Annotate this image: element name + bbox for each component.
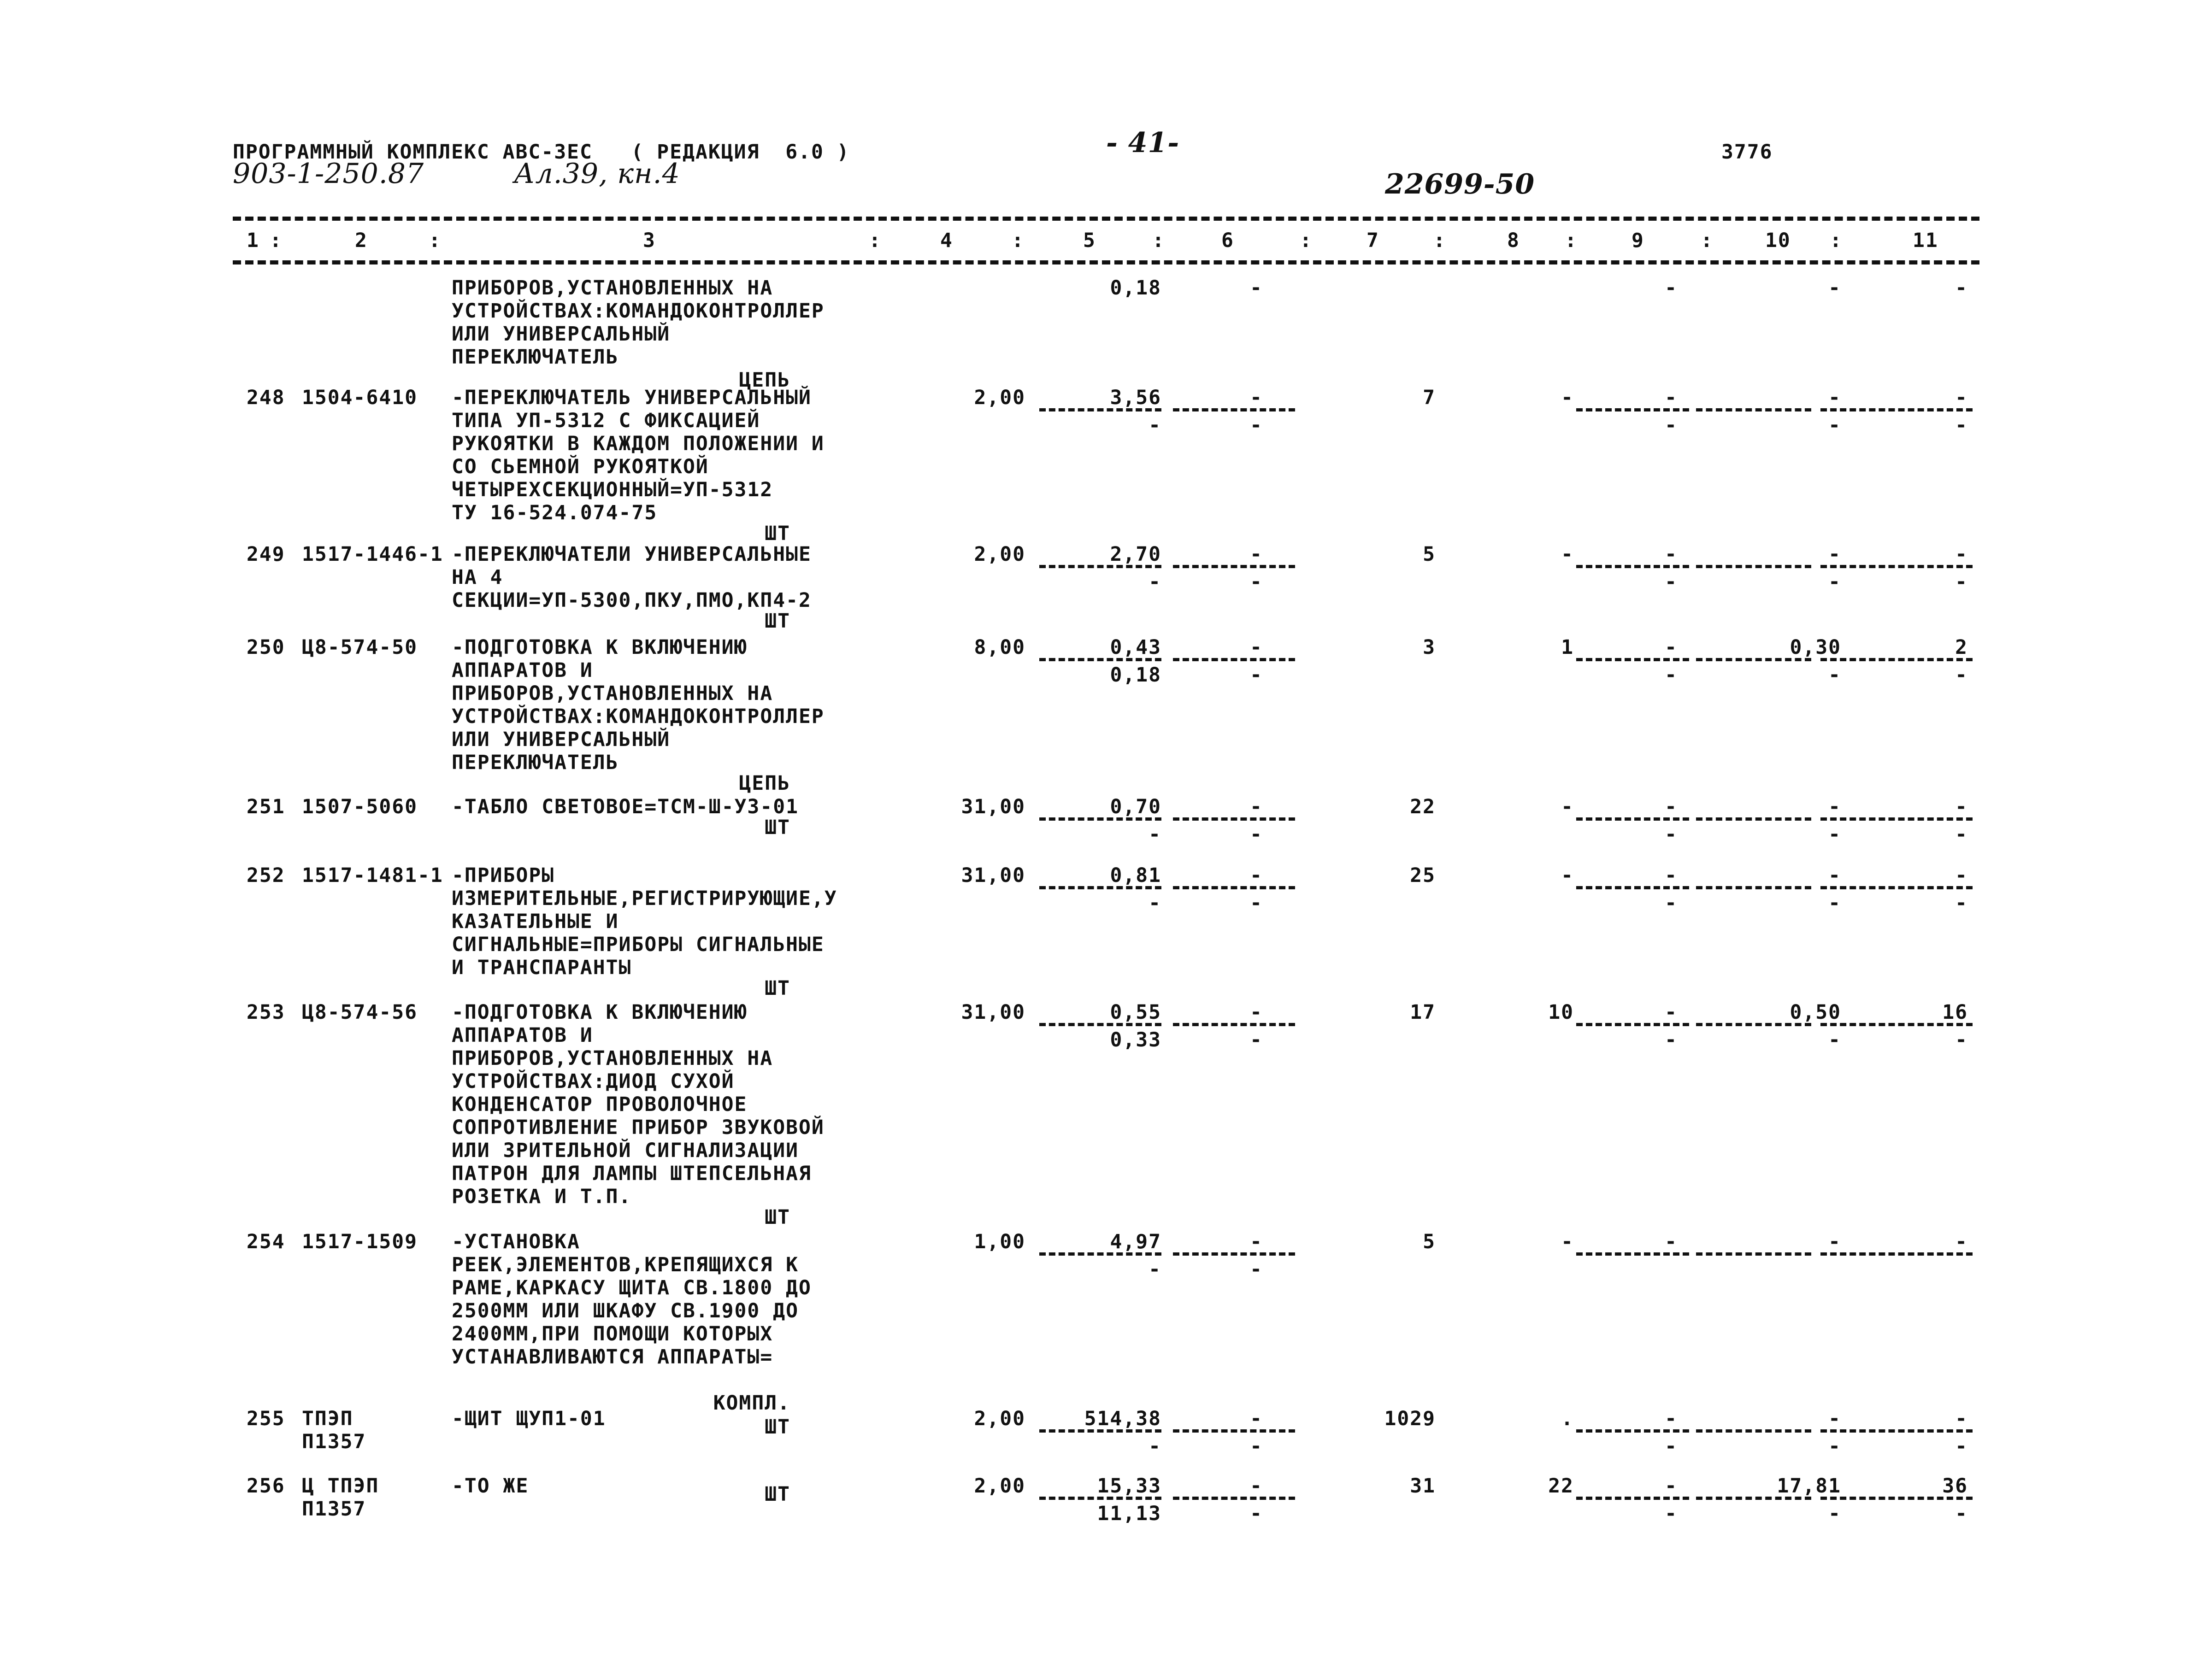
- cell-rule: [1696, 565, 1811, 568]
- item-description-line: УСТАНАВЛИВАЮТСЯ АППАРАТЫ=: [452, 1345, 773, 1369]
- col-7-value: 3: [1423, 636, 1436, 659]
- item-description-line: РАМЕ,КАРКАСУ ЩИТА СВ.1800 ДО: [452, 1276, 812, 1299]
- item-code: 1504-6410: [302, 386, 418, 409]
- col-11-secondary: -: [1955, 570, 1968, 593]
- col-7-value: 7: [1423, 386, 1436, 409]
- cell-rule: [1820, 658, 1973, 661]
- col-8-value: 22: [1548, 1474, 1574, 1498]
- unit-of-measure: ШТ: [765, 977, 790, 1000]
- item-description-line: СЕКЦИИ=УП-5300,ПКУ,ПМО,КП4-2: [452, 589, 812, 612]
- column-header-cell: :: [270, 229, 283, 252]
- col-11-secondary: -: [1955, 414, 1968, 437]
- col-6-secondary: -: [1250, 892, 1263, 915]
- col-10-secondary: -: [1828, 414, 1841, 437]
- cell-rule: [1576, 1023, 1689, 1026]
- column-header-cell: 1: [247, 229, 259, 252]
- column-header-cell: :: [1433, 229, 1446, 252]
- cell-rule: [1696, 817, 1811, 821]
- item-description-line: ИЗМЕРИТЕЛЬНЫЕ,РЕГИСТРИРУЮЩИЕ,У: [452, 887, 837, 910]
- item-description-line: СИГНАЛЬНЫЕ=ПРИБОРЫ СИГНАЛЬНЫЕ: [452, 933, 825, 956]
- col-8-value: -: [1561, 543, 1574, 566]
- cell-rule: [1576, 1497, 1689, 1500]
- cell-rule: [1039, 1497, 1161, 1500]
- col-10-value: -: [1828, 386, 1841, 409]
- col-6-value: -: [1250, 276, 1263, 300]
- item-description-line: УСТРОЙСТВАХ:ДИОД СУХОЙ: [452, 1070, 735, 1093]
- unit-cost: 2,70: [1110, 543, 1161, 566]
- col-10-value: -: [1828, 1407, 1841, 1430]
- col-9-value: -: [1665, 1230, 1678, 1253]
- item-description-line: АППАРАТОВ И: [452, 659, 593, 682]
- col-10-value: -: [1828, 795, 1841, 818]
- unit-cost: 3,56: [1110, 386, 1161, 409]
- column-header-cell: 5: [1083, 229, 1096, 252]
- col-6-value: -: [1250, 795, 1263, 818]
- item-description-line: ПЕРЕКЛЮЧАТЕЛЬ: [452, 346, 619, 369]
- col-8-value: 1: [1561, 636, 1574, 659]
- cell-rule: [1173, 1023, 1295, 1026]
- col-6-secondary: -: [1250, 1028, 1263, 1051]
- item-code: Ц8-574-50: [302, 636, 418, 659]
- quantity: 2,00: [974, 386, 1025, 409]
- item-code: 1517-1446-1: [302, 543, 443, 566]
- col-10-value: -: [1828, 864, 1841, 887]
- column-header-cell: :: [1012, 229, 1025, 252]
- cell-rule: [1820, 1252, 1973, 1256]
- cell-rule: [1039, 886, 1161, 889]
- col-9-value: -: [1665, 1407, 1678, 1430]
- cell-rule: [1173, 1252, 1295, 1256]
- col-6-value: -: [1250, 1230, 1263, 1253]
- quantity: 2,00: [974, 1474, 1025, 1498]
- col-7-value: 1029: [1384, 1407, 1436, 1430]
- item-description-line: КОНДЕНСАТОР ПРОВОЛОЧНОЕ: [452, 1093, 748, 1116]
- col-11-secondary: -: [1955, 892, 1968, 915]
- col-11-secondary: -: [1955, 664, 1968, 687]
- quantity: 31,00: [961, 864, 1025, 887]
- unit-of-measure: ЦЕПЬ: [739, 369, 790, 392]
- col-11-value: -: [1955, 1407, 1968, 1430]
- item-code: П1357: [302, 1430, 366, 1453]
- item-description-line: -ТО ЖЕ: [452, 1474, 529, 1498]
- item-description-line: ИЛИ ЗРИТЕЛЬНОЙ СИГНАЛИЗАЦИИ: [452, 1139, 799, 1162]
- col-11-value: 36: [1942, 1474, 1968, 1498]
- item-description-line: -ЩИТ ЩУП1-01: [452, 1407, 606, 1430]
- col-10-secondary: -: [1828, 664, 1841, 687]
- unit-of-measure: ШТ: [765, 522, 790, 545]
- table-header-rule: [233, 260, 1979, 264]
- col-11-secondary: -: [1955, 1435, 1968, 1458]
- unit-cost-secondary: 0,18: [1110, 664, 1161, 687]
- col-11-secondary: -: [1955, 823, 1968, 846]
- column-header-cell: 6: [1221, 229, 1234, 252]
- cell-rule: [1696, 1252, 1811, 1256]
- column-header-cell: 11: [1913, 229, 1938, 252]
- col-6-secondary: -: [1250, 1502, 1263, 1525]
- item-description-line: СОПРОТИВЛЕНИЕ ПРИБОР ЗВУКОВОЙ: [452, 1116, 825, 1139]
- col-7-value: 5: [1423, 1230, 1436, 1253]
- cell-rule: [1820, 565, 1973, 568]
- cell-rule: [1173, 408, 1295, 411]
- cell-rule: [1173, 1497, 1295, 1500]
- col-7-value: 31: [1410, 1474, 1436, 1498]
- item-description-line: СО СЬЕМНОЙ РУКОЯТКОЙ: [452, 455, 709, 478]
- col-6-value: -: [1250, 1001, 1263, 1024]
- col-9-value: -: [1665, 864, 1678, 887]
- item-code: 1517-1509: [302, 1230, 418, 1253]
- program-title: ПРОГРАММНЫЙ КОМПЛЕКС АВС-3ЕС ( РЕДАКЦИЯ 6.0 ): [233, 141, 850, 164]
- col-7-value: 17: [1410, 1001, 1436, 1024]
- row-number: 255: [247, 1407, 285, 1430]
- col-6-value: -: [1250, 1474, 1263, 1498]
- cell-rule: [1039, 1252, 1161, 1256]
- row-number: 254: [247, 1230, 285, 1253]
- column-header-cell: :: [1565, 229, 1578, 252]
- unit-of-measure: ШТ: [765, 1483, 790, 1506]
- col-11-value: -: [1955, 543, 1968, 566]
- col-10-secondary: -: [1828, 1028, 1841, 1051]
- cell-rule: [1696, 1429, 1811, 1433]
- cell-rule: [1173, 817, 1295, 821]
- unit-of-measure: ШТ: [765, 1416, 790, 1439]
- unit-cost: 0,70: [1110, 795, 1161, 818]
- col-8-value: 10: [1548, 1001, 1574, 1024]
- column-header-cell: 2: [355, 229, 368, 252]
- unit-cost: 514,38: [1084, 1407, 1161, 1430]
- quantity: 1,00: [974, 1230, 1025, 1253]
- unit-cost: 0,55: [1110, 1001, 1161, 1024]
- col-9-value: -: [1665, 636, 1678, 659]
- col-10-secondary: -: [1828, 570, 1841, 593]
- unit-cost: 0,18: [1110, 276, 1161, 300]
- row-number: 251: [247, 795, 285, 818]
- cell-rule: [1696, 1497, 1811, 1500]
- col-9-secondary: -: [1665, 664, 1678, 687]
- column-header-cell: :: [429, 229, 442, 252]
- unit-of-measure: ЦЕПЬ: [739, 772, 790, 795]
- row-number: 248: [247, 386, 285, 409]
- cell-rule: [1576, 817, 1689, 821]
- col-6-secondary: -: [1250, 570, 1263, 593]
- item-description-line: УСТРОЙСТВАХ:КОМАНДОКОНТРОЛЛЕР: [452, 300, 825, 323]
- cell-rule: [1820, 886, 1973, 889]
- project-number: 903-1-250.87: [233, 158, 424, 190]
- col-6-value: -: [1250, 543, 1263, 566]
- item-code: 1507-5060: [302, 795, 418, 818]
- cell-rule: [1696, 658, 1811, 661]
- cell-rule: [1820, 1023, 1973, 1026]
- col-9-value: -: [1665, 386, 1678, 409]
- item-description-line: -ПОДГОТОВКА К ВКЛЮЧЕНИЮ: [452, 636, 748, 659]
- cell-rule: [1696, 886, 1811, 889]
- item-code: П1357: [302, 1498, 366, 1521]
- column-header-cell: 9: [1632, 229, 1644, 252]
- col-6-value: -: [1250, 636, 1263, 659]
- item-description-line: И ТРАНСПАРАНТЫ: [452, 956, 632, 979]
- unit-cost-secondary: -: [1149, 570, 1161, 593]
- cell-rule: [1820, 408, 1973, 411]
- col-9-secondary: -: [1665, 1435, 1678, 1458]
- quantity: 2,00: [974, 543, 1025, 566]
- unit-of-measure: ШТ: [765, 610, 790, 633]
- col-6-secondary: -: [1250, 823, 1263, 846]
- cell-rule: [1039, 1429, 1161, 1433]
- item-description-line: КАЗАТЕЛЬНЫЕ И: [452, 910, 619, 933]
- item-description-line: -ПЕРЕКЛЮЧАТЕЛЬ УНИВЕРСАЛЬНЫЙ: [452, 386, 812, 409]
- cell-rule: [1576, 886, 1689, 889]
- cell-rule: [1173, 565, 1295, 568]
- col-9-value: -: [1665, 1474, 1678, 1498]
- item-description-line: -ПОДГОТОВКА К ВКЛЮЧЕНИЮ: [452, 1001, 748, 1024]
- item-description-line: ПАТРОН ДЛЯ ЛАМПЫ ШТЕПСЕЛЬНАЯ: [452, 1162, 812, 1185]
- col-10-value: 17,81: [1777, 1474, 1841, 1498]
- cell-rule: [1576, 1252, 1689, 1256]
- item-code: 1517-1481-1: [302, 864, 443, 887]
- cell-rule: [1696, 408, 1811, 411]
- col-11-value: -: [1955, 1230, 1968, 1253]
- unit-cost: 0,43: [1110, 636, 1161, 659]
- unit-cost-secondary: -: [1149, 823, 1161, 846]
- col-6-value: -: [1250, 386, 1263, 409]
- column-header-cell: 4: [940, 229, 953, 252]
- col-9-value: -: [1665, 1001, 1678, 1024]
- page-number: - 41-: [1106, 127, 1180, 159]
- item-description-line: ПЕРЕКЛЮЧАТЕЛЬ: [452, 751, 619, 774]
- item-description-line: 2400ММ,ПРИ ПОМОЩИ КОТОРЫХ: [452, 1322, 773, 1345]
- col-6-secondary: -: [1250, 414, 1263, 437]
- item-code: ТПЭП: [302, 1407, 353, 1430]
- col-11-value: -: [1955, 386, 1968, 409]
- column-header-cell: 8: [1507, 229, 1520, 252]
- cell-rule: [1173, 1429, 1295, 1433]
- col-10-secondary: -: [1828, 1435, 1841, 1458]
- col-10-value: -: [1828, 543, 1841, 566]
- col-11-secondary: -: [1955, 1502, 1968, 1525]
- item-description-line: ИЛИ УНИВЕРСАЛЬНЫЙ: [452, 728, 671, 751]
- column-header-cell: 7: [1366, 229, 1379, 252]
- cell-rule: [1039, 658, 1161, 661]
- cell-rule: [1576, 1429, 1689, 1433]
- quantity: 31,00: [961, 795, 1025, 818]
- item-description-line: ИЛИ УНИВЕРСАЛЬНЫЙ: [452, 323, 671, 346]
- row-number: 253: [247, 1001, 285, 1024]
- unit-cost-secondary: -: [1149, 1258, 1161, 1281]
- unit-of-measure: КОМПЛ.: [713, 1392, 790, 1415]
- row-number: 250: [247, 636, 285, 659]
- cell-rule: [1173, 886, 1295, 889]
- cell-rule: [1576, 408, 1689, 411]
- col-9-secondary: -: [1665, 414, 1678, 437]
- col-9-secondary: -: [1665, 1028, 1678, 1051]
- item-description-line: -ТАБЛО СВЕТОВОЕ=ТСМ-Ш-У3-01: [452, 795, 799, 818]
- sheet-code: 3776: [1721, 141, 1773, 164]
- item-description-line: -УСТАНОВКА: [452, 1230, 580, 1253]
- col-10-secondary: -: [1828, 823, 1841, 846]
- row-number: 249: [247, 543, 285, 566]
- unit-cost: 15,33: [1097, 1474, 1161, 1498]
- item-description-line: РУКОЯТКИ В КАЖДОМ ПОЛОЖЕНИИ И: [452, 432, 825, 455]
- col-9-value: -: [1665, 276, 1678, 300]
- col-11-value: -: [1955, 795, 1968, 818]
- col-8-value: -: [1561, 1230, 1574, 1253]
- item-code: Ц ТПЭП: [302, 1474, 379, 1498]
- unit-of-measure: ШТ: [765, 1206, 790, 1229]
- item-description-line: ЧЕТЫРЕХСЕКЦИОННЫЙ=УП-5312: [452, 478, 773, 501]
- col-6-value: -: [1250, 1407, 1263, 1430]
- col-10-secondary: -: [1828, 1502, 1841, 1525]
- col-10-value: 0,50: [1790, 1001, 1841, 1024]
- row-number: 256: [247, 1474, 285, 1498]
- col-10-value: 0,30: [1790, 636, 1841, 659]
- column-header-cell: 3: [643, 229, 656, 252]
- col-6-secondary: -: [1250, 1258, 1263, 1281]
- col-8-value: -: [1561, 795, 1574, 818]
- item-code: Ц8-574-56: [302, 1001, 418, 1024]
- item-description-line: НА 4: [452, 566, 503, 589]
- item-description-line: 2500ММ ИЛИ ШКАФУ СВ.1900 ДО: [452, 1299, 799, 1322]
- col-8-value: .: [1561, 1407, 1574, 1430]
- item-description-line: ПРИБОРОВ,УСТАНОВЛЕННЫХ НА: [452, 276, 773, 300]
- col-9-value: -: [1665, 795, 1678, 818]
- quantity: 2,00: [974, 1407, 1025, 1430]
- unit-cost-secondary: 11,13: [1097, 1502, 1161, 1525]
- col-7-value: 22: [1410, 795, 1436, 818]
- col-11-value: -: [1955, 276, 1968, 300]
- unit-cost-secondary: 0,33: [1110, 1028, 1161, 1051]
- col-11-secondary: -: [1955, 1028, 1968, 1051]
- col-10-value: -: [1828, 276, 1841, 300]
- col-10-value: -: [1828, 1230, 1841, 1253]
- col-9-secondary: -: [1665, 823, 1678, 846]
- col-6-value: -: [1250, 864, 1263, 887]
- item-description-line: ТИПА УП-5312 С ФИКСАЦИЕЙ: [452, 409, 760, 432]
- unit-cost-secondary: -: [1149, 892, 1161, 915]
- col-8-value: -: [1561, 864, 1574, 887]
- col-9-secondary: -: [1665, 1502, 1678, 1525]
- cell-rule: [1820, 1429, 1973, 1433]
- row-number: 252: [247, 864, 285, 887]
- cell-rule: [1576, 658, 1689, 661]
- cell-rule: [1173, 658, 1295, 661]
- column-header-cell: :: [1300, 229, 1313, 252]
- table-top-rule: [233, 217, 1979, 221]
- col-8-value: -: [1561, 386, 1574, 409]
- album-reference: Ал.39, кн.4: [514, 158, 680, 190]
- item-description-line: АППАРАТОВ И: [452, 1024, 593, 1047]
- unit-of-measure: ШТ: [765, 816, 790, 839]
- column-header-cell: :: [1152, 229, 1165, 252]
- item-description-line: -ПЕРЕКЛЮЧАТЕЛИ УНИВЕРСАЛЬНЫЕ: [452, 543, 812, 566]
- document-code: 22699-50: [1385, 168, 1535, 200]
- col-9-secondary: -: [1665, 570, 1678, 593]
- col-9-value: -: [1665, 543, 1678, 566]
- cell-rule: [1039, 817, 1161, 821]
- col-10-secondary: -: [1828, 892, 1841, 915]
- column-header-cell: :: [1701, 229, 1714, 252]
- cell-rule: [1039, 565, 1161, 568]
- cell-rule: [1039, 1023, 1161, 1026]
- item-description-line: ПРИБОРОВ,УСТАНОВЛЕННЫХ НА: [452, 1047, 773, 1070]
- col-7-value: 25: [1410, 864, 1436, 887]
- col-11-value: 16: [1942, 1001, 1968, 1024]
- cell-rule: [1820, 817, 1973, 821]
- unit-cost-secondary: -: [1149, 414, 1161, 437]
- item-description-line: ТУ 16-524.074-75: [452, 501, 658, 524]
- cell-rule: [1820, 1497, 1973, 1500]
- column-header-cell: :: [869, 229, 882, 252]
- col-11-value: -: [1955, 864, 1968, 887]
- item-description-line: РЕЕК,ЭЛЕМЕНТОВ,КРЕПЯЩИХСЯ К: [452, 1253, 799, 1276]
- col-7-value: 5: [1423, 543, 1436, 566]
- quantity: 31,00: [961, 1001, 1025, 1024]
- cell-rule: [1576, 565, 1689, 568]
- col-9-secondary: -: [1665, 892, 1678, 915]
- unit-cost: 4,97: [1110, 1230, 1161, 1253]
- unit-cost-secondary: -: [1149, 1435, 1161, 1458]
- col-6-secondary: -: [1250, 1435, 1263, 1458]
- item-description-line: УСТРОЙСТВАХ:КОМАНДОКОНТРОЛЛЕР: [452, 705, 825, 728]
- col-11-value: 2: [1955, 636, 1968, 659]
- unit-cost: 0,81: [1110, 864, 1161, 887]
- column-header-cell: 10: [1765, 229, 1791, 252]
- cell-rule: [1039, 408, 1161, 411]
- item-description-line: ПРИБОРОВ,УСТАНОВЛЕННЫХ НА: [452, 682, 773, 705]
- column-header-cell: :: [1830, 229, 1843, 252]
- quantity: 8,00: [974, 636, 1025, 659]
- col-6-secondary: -: [1250, 664, 1263, 687]
- cell-rule: [1696, 1023, 1811, 1026]
- item-description-line: -ПРИБОРЫ: [452, 864, 555, 887]
- item-description-line: РОЗЕТКА И Т.П.: [452, 1185, 632, 1208]
